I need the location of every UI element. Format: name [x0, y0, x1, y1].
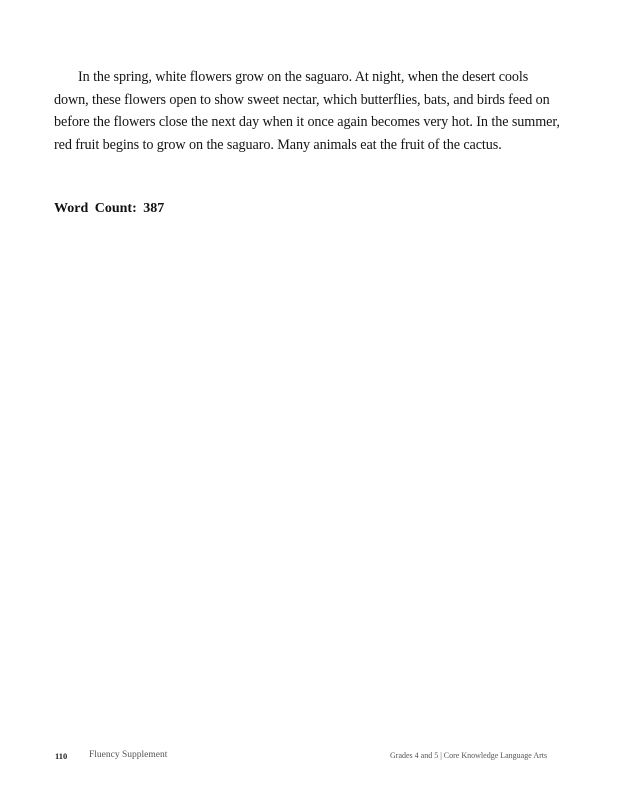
footer-book-title: Grades 4 and 5 | Core Knowledge Language Arts [390, 751, 548, 760]
word-count-label: Word Count: 387 [54, 201, 165, 216]
passage-paragraph: In the spring, white flowers grow on the saguaro. At night, when the desert cools down, these flowers open to show sweet nectar, which butterflies, bats, and birds feed on before the flowers close the next day when it once again becomes very hot. In the summer, red fruit begins to grow on the saguaro. Many animals eat the fruit of the cactus. [54, 69, 560, 153]
passage-body [54, 66, 564, 156]
page-footer [0, 750, 618, 764]
page-number: 110 [55, 751, 68, 761]
footer-section-title: Fluency Supplement [89, 750, 168, 760]
